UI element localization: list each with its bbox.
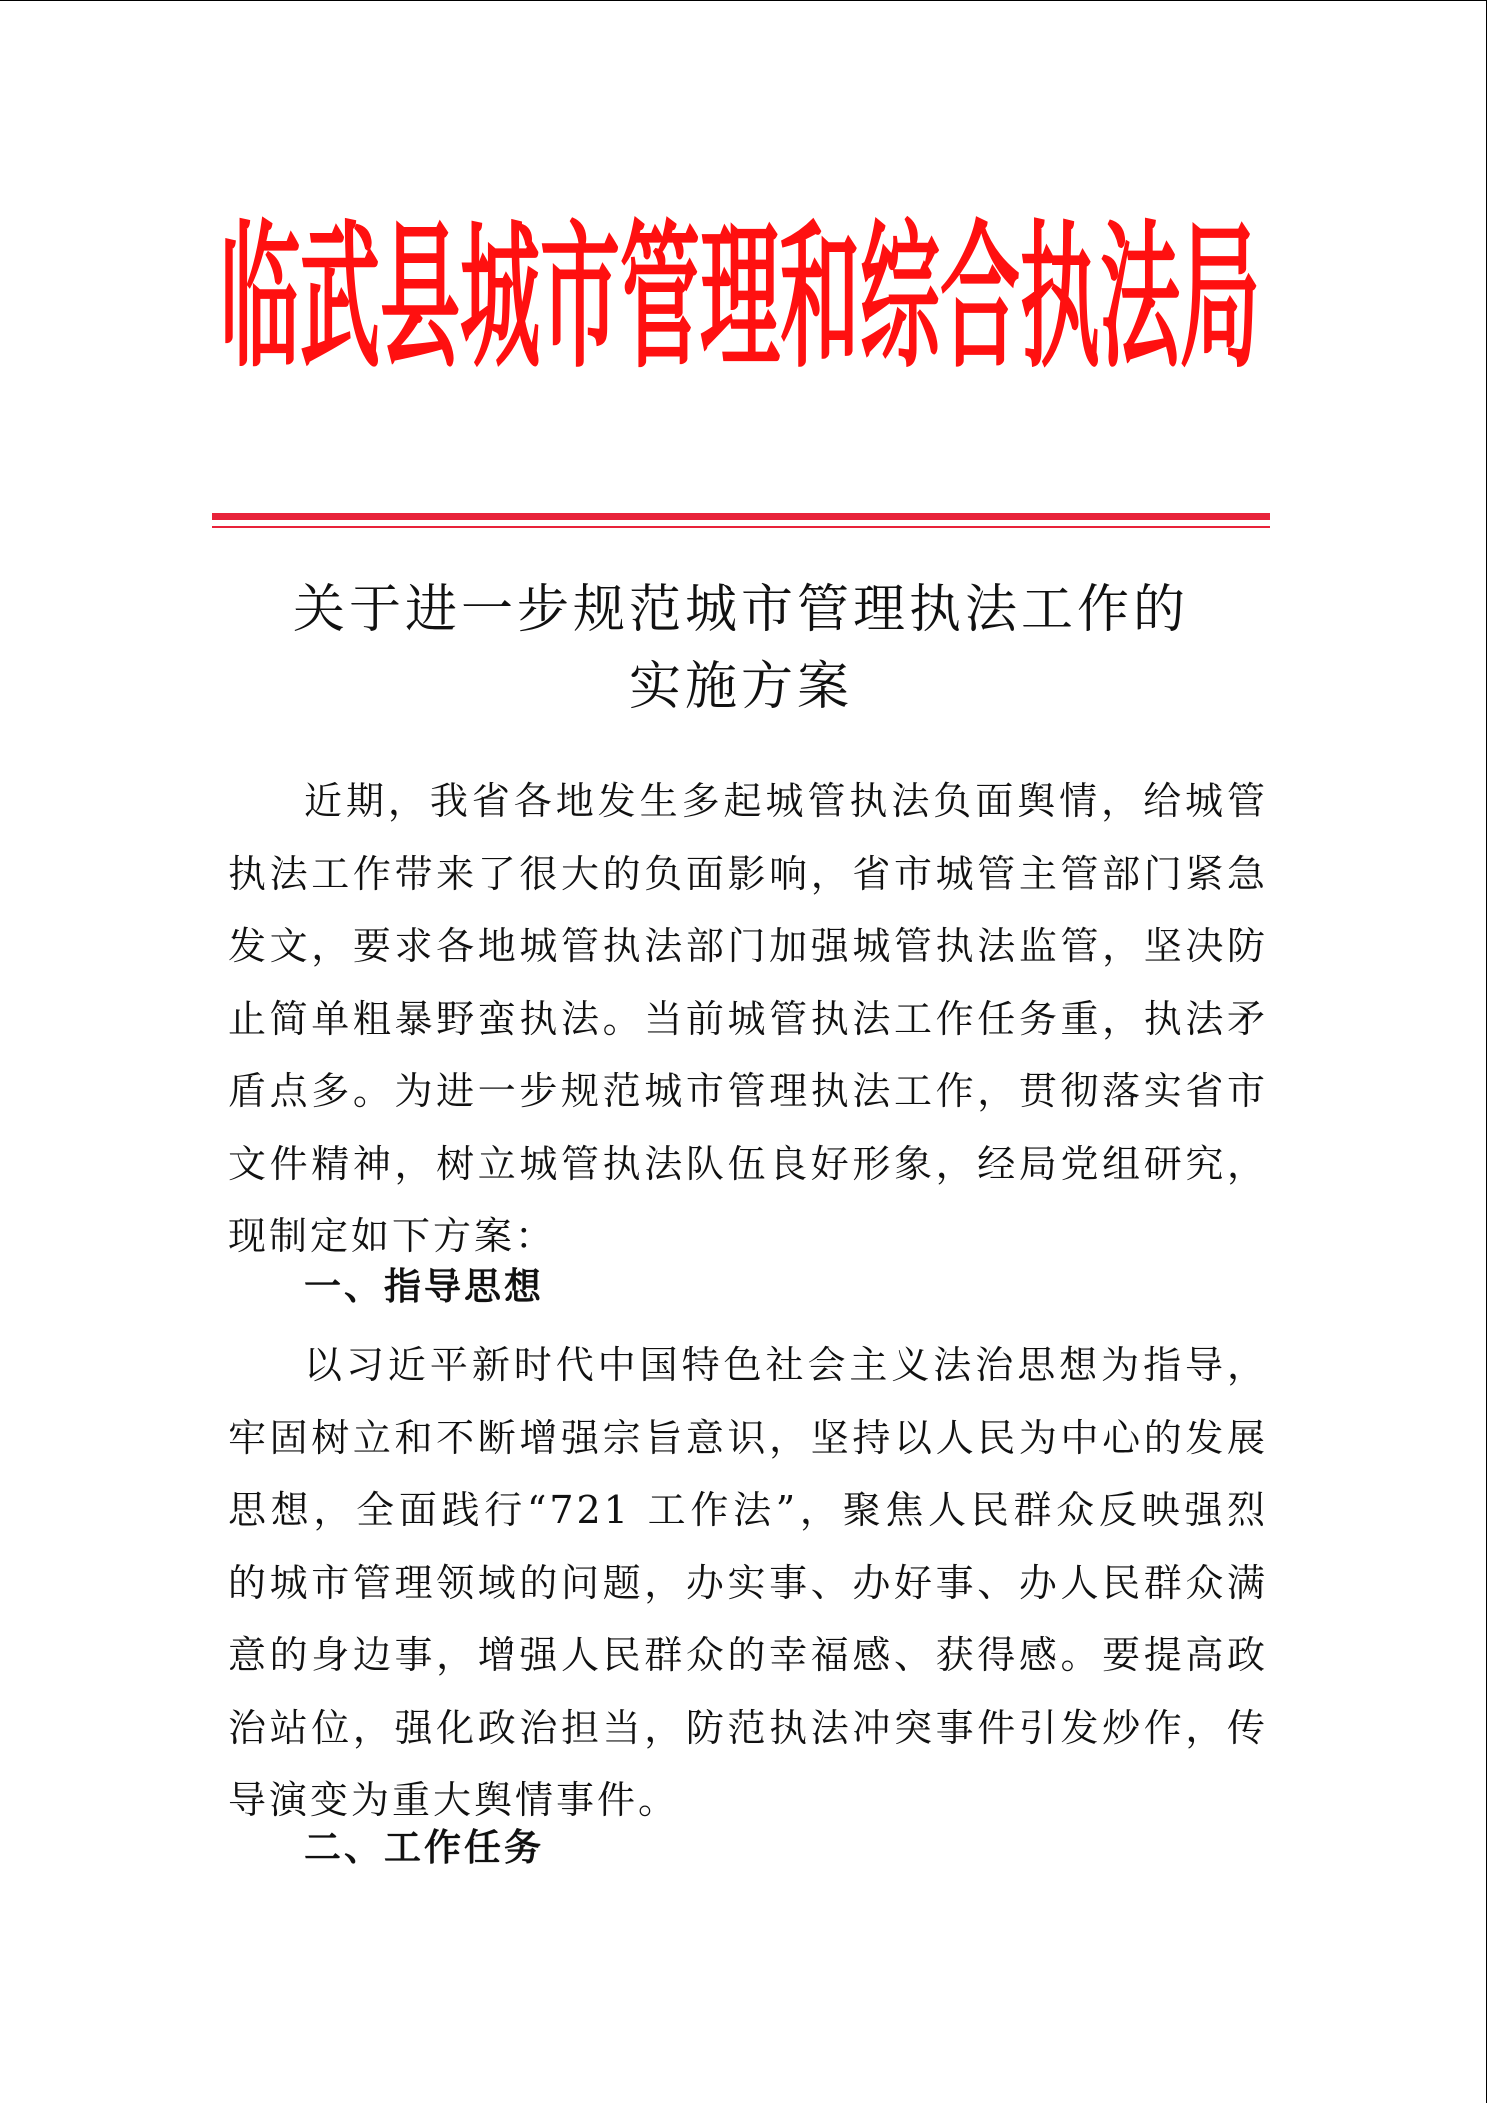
document-title-line2: 实施方案 bbox=[628, 657, 853, 717]
intro-paragraph: 近期，我省各地发生多起城管执法负面舆情，给城管执法工作带来了很大的负面影响，省市城管主管部门紧急发文，要求各地城管执法部门加强城管执法监管，坚决防止简单粗暴野蛮执法。当前城管执法工作任务重，执法矛盾点多。为进一步规范城市管理执法工作，贯彻落实省市文件精神，树立城管执法队伍良好形象，经局党组研究，现制定如下方案： bbox=[228, 779, 1268, 1258]
agency-masthead bbox=[220, 191, 1270, 401]
section-heading-guiding-ideology: 一、指导思想 bbox=[304, 1265, 544, 1308]
masthead-svg bbox=[220, 191, 1270, 401]
guiding-ideology-paragraph: 以习近平新时代中国特色社会主义法治思想为指导，牢固树立和不断增强宗旨意识，坚持以人民为中心的发展思想，全面践行“721 工作法”，聚焦人民群众反映强烈的城市管理领域的问题，办实事、办好事、办人民群众满意的身边事，增强人民群众的幸福感、获得感。要提高政治站位，强化政治担当，防范执法冲突事件引发炒作，传导演变为重大舆情事件。 bbox=[228, 1343, 1268, 1822]
document-title-line1: 关于进一步规范城市管理执法工作的 bbox=[292, 580, 1189, 640]
red-divider-thick bbox=[212, 513, 1270, 520]
section-heading-work-tasks: 二、工作任务 bbox=[304, 1826, 544, 1869]
red-divider-thin bbox=[212, 526, 1270, 528]
agency-name: 临武县城市管理和综合执法局 bbox=[220, 207, 1260, 391]
